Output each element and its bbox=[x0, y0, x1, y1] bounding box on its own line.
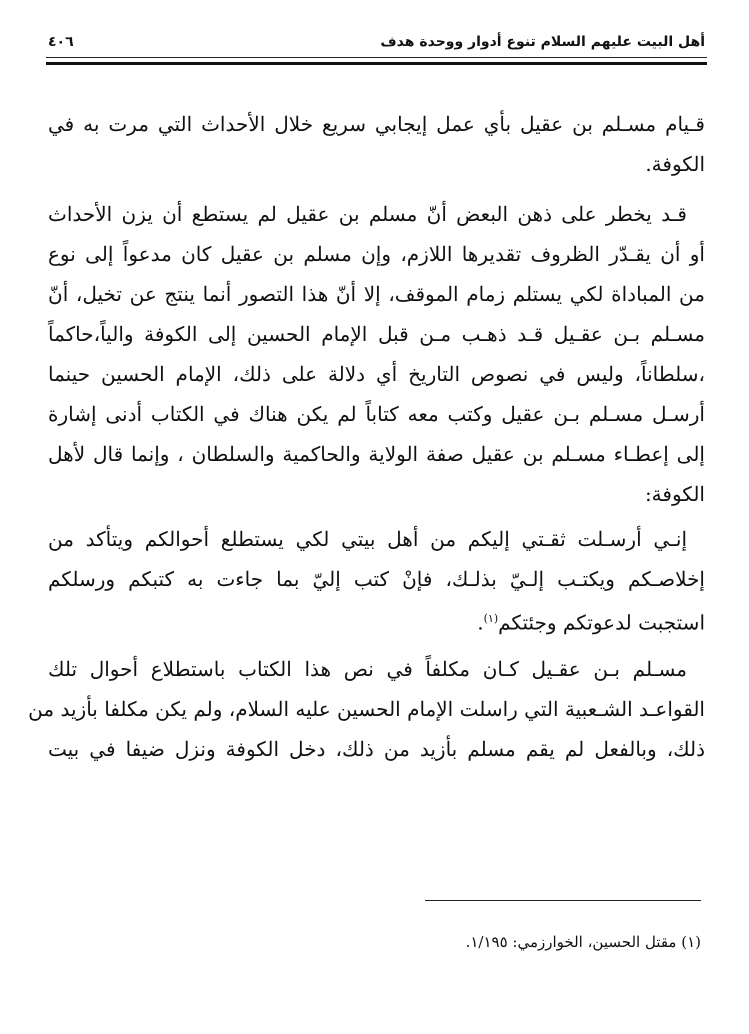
quote-end-text: استجبت لدعوتكم وجئتكم bbox=[498, 610, 705, 635]
footnote: (١) مقتل الحسين، الخوارزمي: ١/١٩٥. bbox=[465, 933, 701, 951]
text-line: إخلاصـكم ويكتـب إلـيّ بذلـك، فإنْ كتب إليّ بما جاءت به كتبكم ورسلكم bbox=[48, 567, 705, 591]
quote-period: . bbox=[477, 610, 484, 635]
running-header bbox=[48, 30, 705, 56]
text-line: قـد يخطر على ذهن البعض أنّ مسلم بن عقيل لم يستطع أن يزن الأحداث bbox=[48, 202, 687, 226]
text-line: أو أن يقـدّر الظروف تقديرها اللازم، وإن مسلم بن عقيل كان مدعواً إلى نوع bbox=[48, 242, 705, 266]
text-line: إنـي أرسـلت ثقـتي إليكم من أهل بيتي لكي يستطلع أحوالكم ويتأكد من bbox=[48, 527, 687, 551]
text-line: مسـلم بـن عقـيل كـان مكلفاً في نص هذا الكتاب باستطلاع أحوال تلك bbox=[48, 657, 687, 681]
header-rule-thick bbox=[46, 62, 707, 65]
body-text bbox=[28, 104, 705, 769]
running-title: أهل البيت عليهم السلام تنوع أدوار ووحدة هدف bbox=[380, 34, 705, 50]
footnote-ref[interactable]: (١) bbox=[483, 612, 499, 625]
text-line: ذلك، وبالفعل لم يقم مسلم بأزيد من ذلك، دخل الكوفة ونزل ضيفا في بيت bbox=[48, 737, 705, 761]
text-line: إلى إعطـاء مسـلم بن عقيل صفة الولاية والحاكمية والسلطان ، وإنما قال لأهل bbox=[48, 442, 705, 466]
text-line: الكوفة. bbox=[645, 152, 705, 176]
text-line: من المباداة لكي يستلم زمام الموقف، إلا أنّ هذا التصور أنما ينتج عن تخيل، أنّ bbox=[48, 282, 705, 306]
text-line: القواعـد الشـعبية التي راسلت الإمام الحسين عليه السلام، ولم يكن مكلفا بأزيد من bbox=[28, 697, 705, 721]
text-line bbox=[48, 599, 705, 639]
text-line: مسـلم بـن عقـيل قـد ذهـب مـن قبل الإمام الحسين إلى الكوفة والياً،حاكماً bbox=[48, 322, 705, 346]
text-line: الكوفة: bbox=[644, 482, 705, 506]
page-number: ٤٠٦ bbox=[48, 34, 74, 50]
header-rule-thin bbox=[46, 57, 707, 58]
text-line: ،سلطاناً، وليس في نصوص التاريخ أي دلالة على ذلك، الإمام الحسين حينما bbox=[48, 362, 705, 386]
text-line: قـيام مسـلم بن عقيل بأي عمل إيجابي سريع خلال الأحداث التي مرت به في bbox=[48, 112, 705, 136]
footnote-separator bbox=[425, 900, 701, 901]
text-line: أرسـل مسـلم بـن عقيل وكتب معه كتاباً لم يكن هناك في الكتاب أدنى إشارة bbox=[48, 402, 705, 426]
